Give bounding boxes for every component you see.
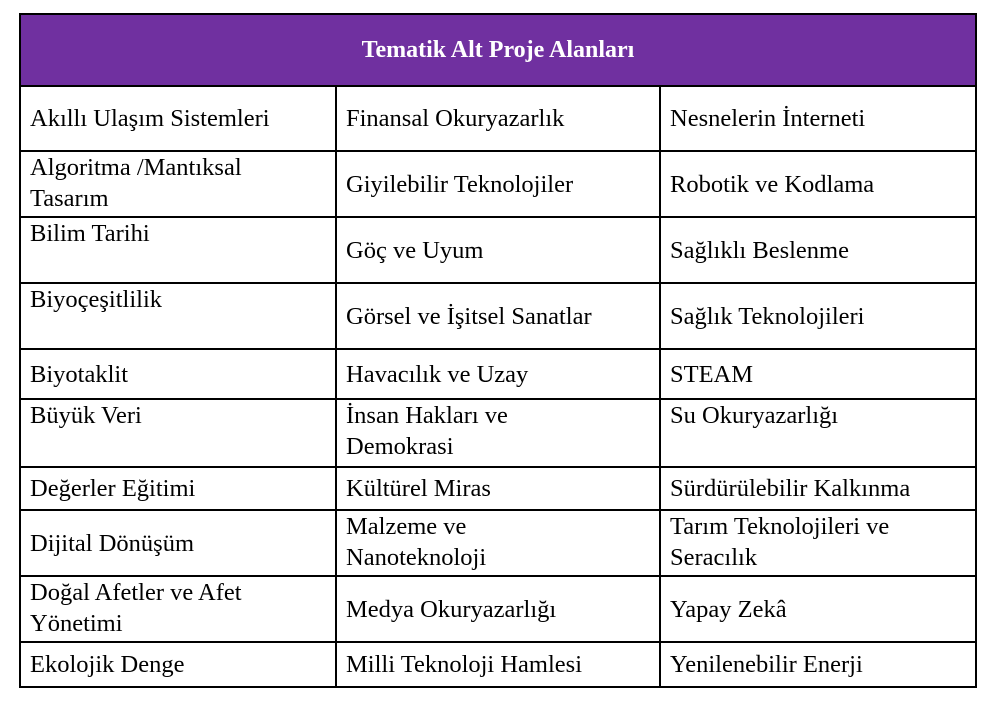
table-row: [20, 399, 976, 467]
table-cell: Biyotaklit: [20, 349, 336, 399]
table-cell: Biyoçeşitlilik: [20, 283, 336, 349]
table-cell: Görsel ve İşitsel Sanatlar: [336, 283, 660, 349]
table-title: Tematik Alt Proje Alanları: [20, 14, 976, 86]
table-cell: Tarım Teknolojileri ve Seracılık: [660, 510, 976, 576]
table-cell: Medya Okuryazarlığı: [336, 576, 660, 642]
table-cell: Milli Teknoloji Hamlesi: [336, 642, 660, 687]
table-cell: Sağlık Teknolojileri: [660, 283, 976, 349]
table-cell: Bilim Tarihi: [20, 217, 336, 283]
table-row: [20, 283, 976, 349]
table-cell: Giyilebilir Teknolojiler: [336, 151, 660, 217]
table-cell: Akıllı Ulaşım Sistemleri: [20, 86, 336, 151]
thematic-topics-table: [19, 13, 977, 688]
table-cell: Sağlıklı Beslenme: [660, 217, 976, 283]
table-cell: Malzeme ve Nanoteknoloji: [336, 510, 660, 576]
table-cell: Yapay Zekâ: [660, 576, 976, 642]
table-cell: Sürdürülebilir Kalkınma: [660, 467, 976, 510]
table-row: [20, 349, 976, 399]
table-cell: İnsan Hakları ve Demokrasi: [336, 399, 660, 467]
table-cell: Dijital Dönüşüm: [20, 510, 336, 576]
table-cell: Nesnelerin İnterneti: [660, 86, 976, 151]
table-row: [20, 86, 976, 151]
table-cell: Değerler Eğitimi: [20, 467, 336, 510]
table-cell: STEAM: [660, 349, 976, 399]
table-cell: Havacılık ve Uzay: [336, 349, 660, 399]
table-row: [20, 642, 976, 687]
table-cell: Yenilenebilir Enerji: [660, 642, 976, 687]
table-row: [20, 510, 976, 576]
table-row: [20, 467, 976, 510]
table-cell: Su Okuryazarlığı: [660, 399, 976, 467]
table-cell: Ekolojik Denge: [20, 642, 336, 687]
table-row: [20, 217, 976, 283]
table-cell: Algoritma /Mantıksal Tasarım: [20, 151, 336, 217]
table-cell: Kültürel Miras: [336, 467, 660, 510]
table-cell: Doğal Afetler ve Afet Yönetimi: [20, 576, 336, 642]
table-cell: Finansal Okuryazarlık: [336, 86, 660, 151]
table-row: [20, 576, 976, 642]
table-cell: Büyük Veri: [20, 399, 336, 467]
table-cell: Robotik ve Kodlama: [660, 151, 976, 217]
table-cell: Göç ve Uyum: [336, 217, 660, 283]
table-header-row: [20, 14, 976, 86]
table-row: [20, 151, 976, 217]
